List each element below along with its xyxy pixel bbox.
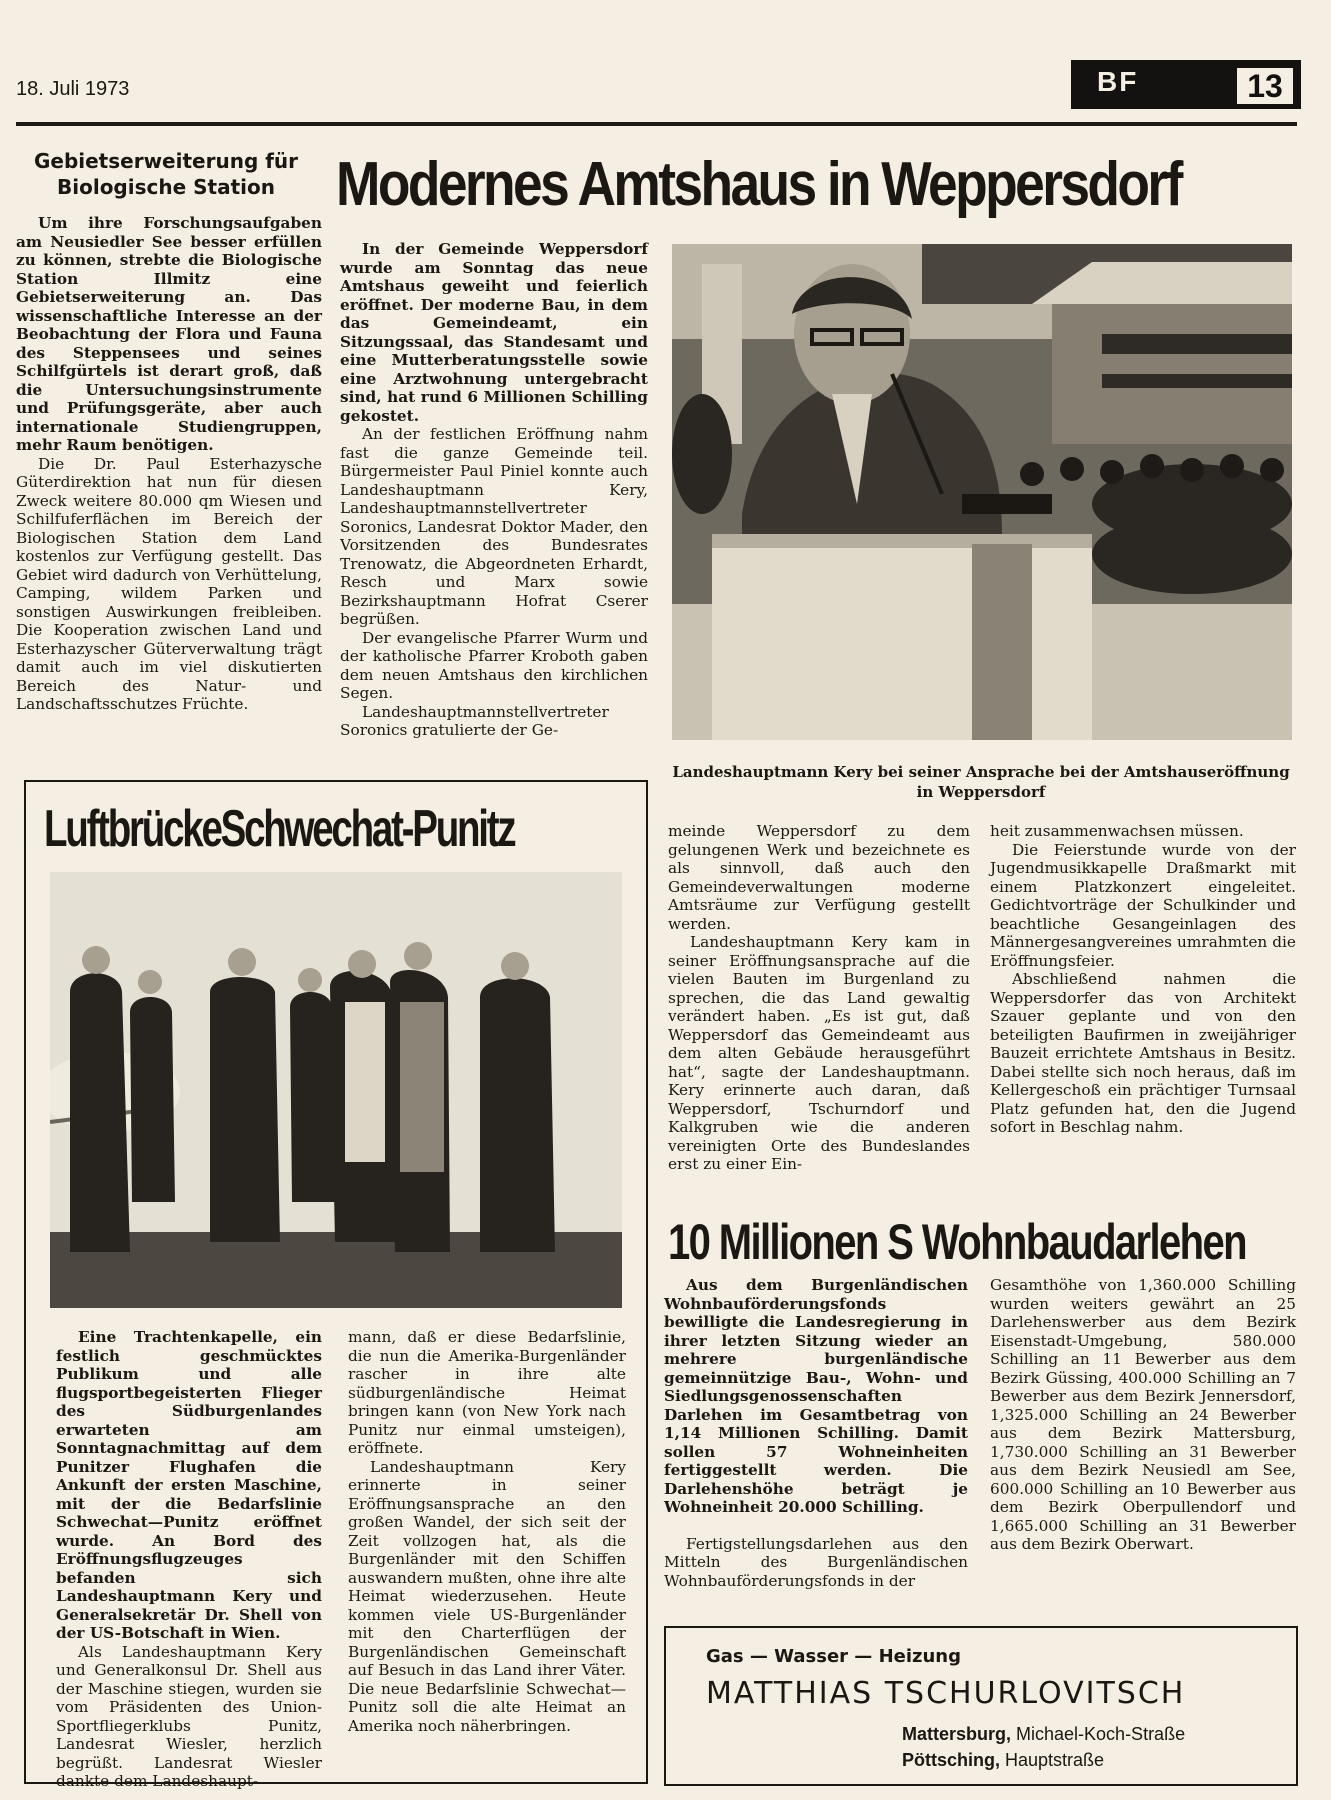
speech-photo-illustration [672,244,1292,740]
article2-headline: LuftbrückeSchwechat-Punitz [44,800,515,858]
issue-date: 18. Juli 1973 [16,78,130,100]
airport-group-photo [50,872,622,1308]
article1-paragraph: Die Feierstunde wurde von der Jugendmusikkapelle Draßmarkt mit einem Platzkonzert eingeleitet. Gedichtvorträge der Schulkinder und beachtliche Gesangeinlagen des Männergesangvereines umrahmten die Eröffnungsfeier. [990,840,1296,970]
paper-name: BF [1097,66,1139,97]
article1-paragraph: Der evangelische Pfarrer Wurm und der katholische Pfarrer Kroboth gaben dem neuen Amtshaus den kirchlichen Segen. [340,628,648,702]
article2-column2 [348,1328,626,1735]
page-number: 13 [1235,66,1295,106]
article3-column1 [664,1276,968,1590]
sidebar-body [16,214,322,714]
article2-paragraph: Landeshauptmann Kery erinnerte in seiner Eröffnungsansprache an den großen Wandel, der sich seit der Zeit vollzogen hat, als die Burgenländer mit den Schiffen auswandern mußten, ohne ihre alte Heimat wiederzusehen. Heute kommen viele US-Burgenländer mit den Charterflügen der Burgenländischen Gemeinschaft auf Besuch in das Land ihrer Väter. Die neue Bedarfslinie Schwechat—Punitz soll die alte Heimat an Amerika noch näherbringen. [348,1457,626,1735]
ad-address-1-street: Michael-Koch-Straße [1011,1724,1186,1744]
airport-photo-illustration [50,872,622,1308]
article1-column2 [668,822,970,1174]
ad-address-1 [902,1724,1185,1745]
ad-company-name: MATTHIAS TSCHURLOVITSCH [706,1676,1186,1711]
article1-lead: In der Gemeinde Weppersdorf wurde am Sonntag das neue Amtshaus geweiht und feierlich eröffnet. Der moderne Bau, in dem das Gemeindeamt, ein Sitzungssaal, das Standesamt und eine Mutterberatungsstelle sowie eine Arztwohnung untergebracht sind, hat rund 6 Millionen Schilling gekostet. [340,240,648,425]
sidebar-headline [16,148,316,200]
ad-services: Gas — Wasser — Heizung [706,1646,962,1667]
article1-column3 [990,822,1296,1137]
article2-lead: Eine Trachtenkapelle, ein festlich geschmücktes Publikum und alle flugsportbegeisterten Flieger des Südburgenlandes erwarteten am Sonntagnachmittag auf dem Punitzer Flughafen die Ankunft der ersten Maschine, mit der die Bedarfslinie Schwechat—Punitz eröffnet wurde. An Bord des Eröffnungsflugzeuges befanden sich Landeshauptmann Kery und Generalsekretär Dr. Shell von der US-Botschaft in Wien. [56,1328,322,1642]
sidebar-paragraph: Um ihre Forschungsaufgaben am Neusiedler See besser erfüllen zu können, strebte die Biologische Station Illmitz eine Gebietserweiterung an. Das wissenschaftliche Interesse an der Beobachtung der Flora und Fauna des Steppensees und seines Schilfgürtels ist derart groß, daß die Untersuchungsinstrumente und Prüfungsgeräte, aber auch internationale Studiengruppen, mehr Raum benötigen. [16,214,322,454]
masthead-rule [16,122,1297,126]
advertisement [664,1626,1298,1786]
article3-paragraph: Fertigstellungsdarlehen aus den Mitteln des Burgenländischen Wohnbauförderungsfonds in der [664,1534,968,1590]
article3-headline: 10 Millionen S Wohnbaudarlehen [668,1214,1246,1270]
ad-address-2-place: Pöttsching, [902,1750,1000,1770]
masthead-logo [1071,60,1301,109]
article2-paragraph: mann, daß er diese Bedarfslinie, die nun die Amerika-Burgenländer rascher in ihre alte südburgenländische Heimat bringen kann (von New York nach Punitz nur einmal umsteigen), eröffnete. [348,1328,626,1457]
article1-paragraph: heit zusammenwachsen müssen. [990,822,1244,840]
sidebar-headline-line2: Biologische Station [57,175,275,199]
amtshaus-speech-photo [672,244,1292,740]
article2-column1 [56,1328,322,1791]
article2-paragraph: Als Landeshauptmann Kery und Generalkonsul Dr. Shell aus der Maschine stiegen, wurden sie vom Präsidenten des Union-Sportfliegerklubs Punitz, Landesrat Wiesler, herzlich begrüßt. Landesrat Wiesler dankte dem Landeshaupt- [56,1642,322,1790]
ad-address-1-place: Mattersburg, [902,1724,1012,1744]
sidebar-headline-line1: Gebietserweiterung für [33,149,299,173]
ad-address-2 [902,1750,1104,1771]
sidebar-paragraph: Die Dr. Paul Esterhazysche Güterdirektion hat nun für diesen Zweck weitere 80.000 qm Wiesen und Schilfuferflächen im Bereich der Biologischen Station dem Land kostenlos zur Verfügung gestellt. Das Gebiet wird dadurch von Verhüttelung, Camping, wildem Parken und sonstigen Auswirkungen freibleiben. Die Kooperation zwischen Land und Esterhazyscher Güterverwaltung trägt damit auch im viel diskutierten Bereich des Natur- und Landschaftsschutzes Früchte. [16,454,322,713]
article3-lead: Aus dem Burgenländischen Wohnbauförderungsfonds bewilligte die Landesregierung in ihrer letzten Sitzung wieder an mehrere burgenländische gemeinnützige Bau-, Wohn- und Siedlungsgenossenschaften Darlehen im Gesamtbetrag von 1,14 Millionen Schilling. Damit sollen 57 Wohneinheiten fertiggestellt werden. Die Darlehenshöhe beträgt je Wohneinheit 20.000 Schilling. [664,1276,968,1516]
photo-caption: Landeshauptmann Kery bei seiner Ansprache bei der Amtshauseröffnung in Weppersdorf [672,763,1290,801]
article1-headline: Modernes Amtshaus in Weppersdorf [336,150,1181,219]
article1-paragraph: meinde Weppersdorf zu dem gelungenen Werk und bezeichnete es als sinnvoll, daß auch den Gemeindeverwaltungen moderne Amtsräume zur Verfügung gestellt werden. [668,822,970,933]
article1-column1 [340,240,648,740]
article1-paragraph: Landeshauptmannstellvertreter Soronics gratulierte der Ge- [340,702,609,739]
article1-paragraph: Landeshauptmann Kery kam in seiner Eröffnungsansprache auf die vielen Bauten im Burgenland zu sprechen, die das Land gewaltig verändert haben. „Es ist gut, daß Weppersdorf das Gemeindeamt aus dem alten Gebäude herausgeführt hat“, sagte der Landeshauptmann. Kery erinnerte auch daran, daß Weppersdorf, Tschurndorf und Kalkgruben wie die anderen vereinigten Orte des Bundeslandes erst zu einer Ein- [668,933,970,1173]
ad-address-2-street: Hauptstraße [1000,1750,1105,1770]
article3-paragraph: Gesamthöhe von 1,360.000 Schilling wurden weiters gewährt an 25 Darlehenswerber aus dem Bezirk Eisenstadt-Umgebung, 580.000 Schilling an 11 Bewerber aus dem Bezirk Güssing, 400.000 Schilling an 7 Bewerber aus dem Bezirk Jennersdorf, 1,325.000 Schilling an 24 Bewerber aus dem Bezirk Mattersburg, 1,730.000 Schilling an 31 Bewerber aus dem Bezirk Neusiedl am See, 600.000 Schilling an 10 Bewerber aus dem Bezirk Oberpullendorf und 1,665.000 Schilling an 31 Bewerber aus dem Bezirk Oberwart. [990,1276,1296,1553]
article1-paragraph: An der festlichen Eröffnung nahm fast die ganze Gemeinde teil. Bürgermeister Paul Piniel konnte auch Landeshauptmann Kery, Landeshauptmannstellvertreter Soronics, Landesrat Doktor Mader, den Vorsitzenden des Bundesrates Trenowatz, die Abgeordneten Erhardt, Resch und Marx sowie Bezirkshauptmann Hofrat Cserer begrüßen. [340,425,648,628]
article3-column2 [990,1276,1296,1554]
article1-paragraph: Abschließend nahmen die Weppersdorfer das von Architekt Szauer geplante und von den beteiligten Baufirmen in zweijähriger Bauzeit errichtete Amtshaus in Besitz. Dabei stellte sich noch heraus, daß im Kellergeschoß ein prächtiger Turnsaal Platz gefunden hat, den die Jugend sofort in Beschlag nahm. [990,970,1296,1136]
